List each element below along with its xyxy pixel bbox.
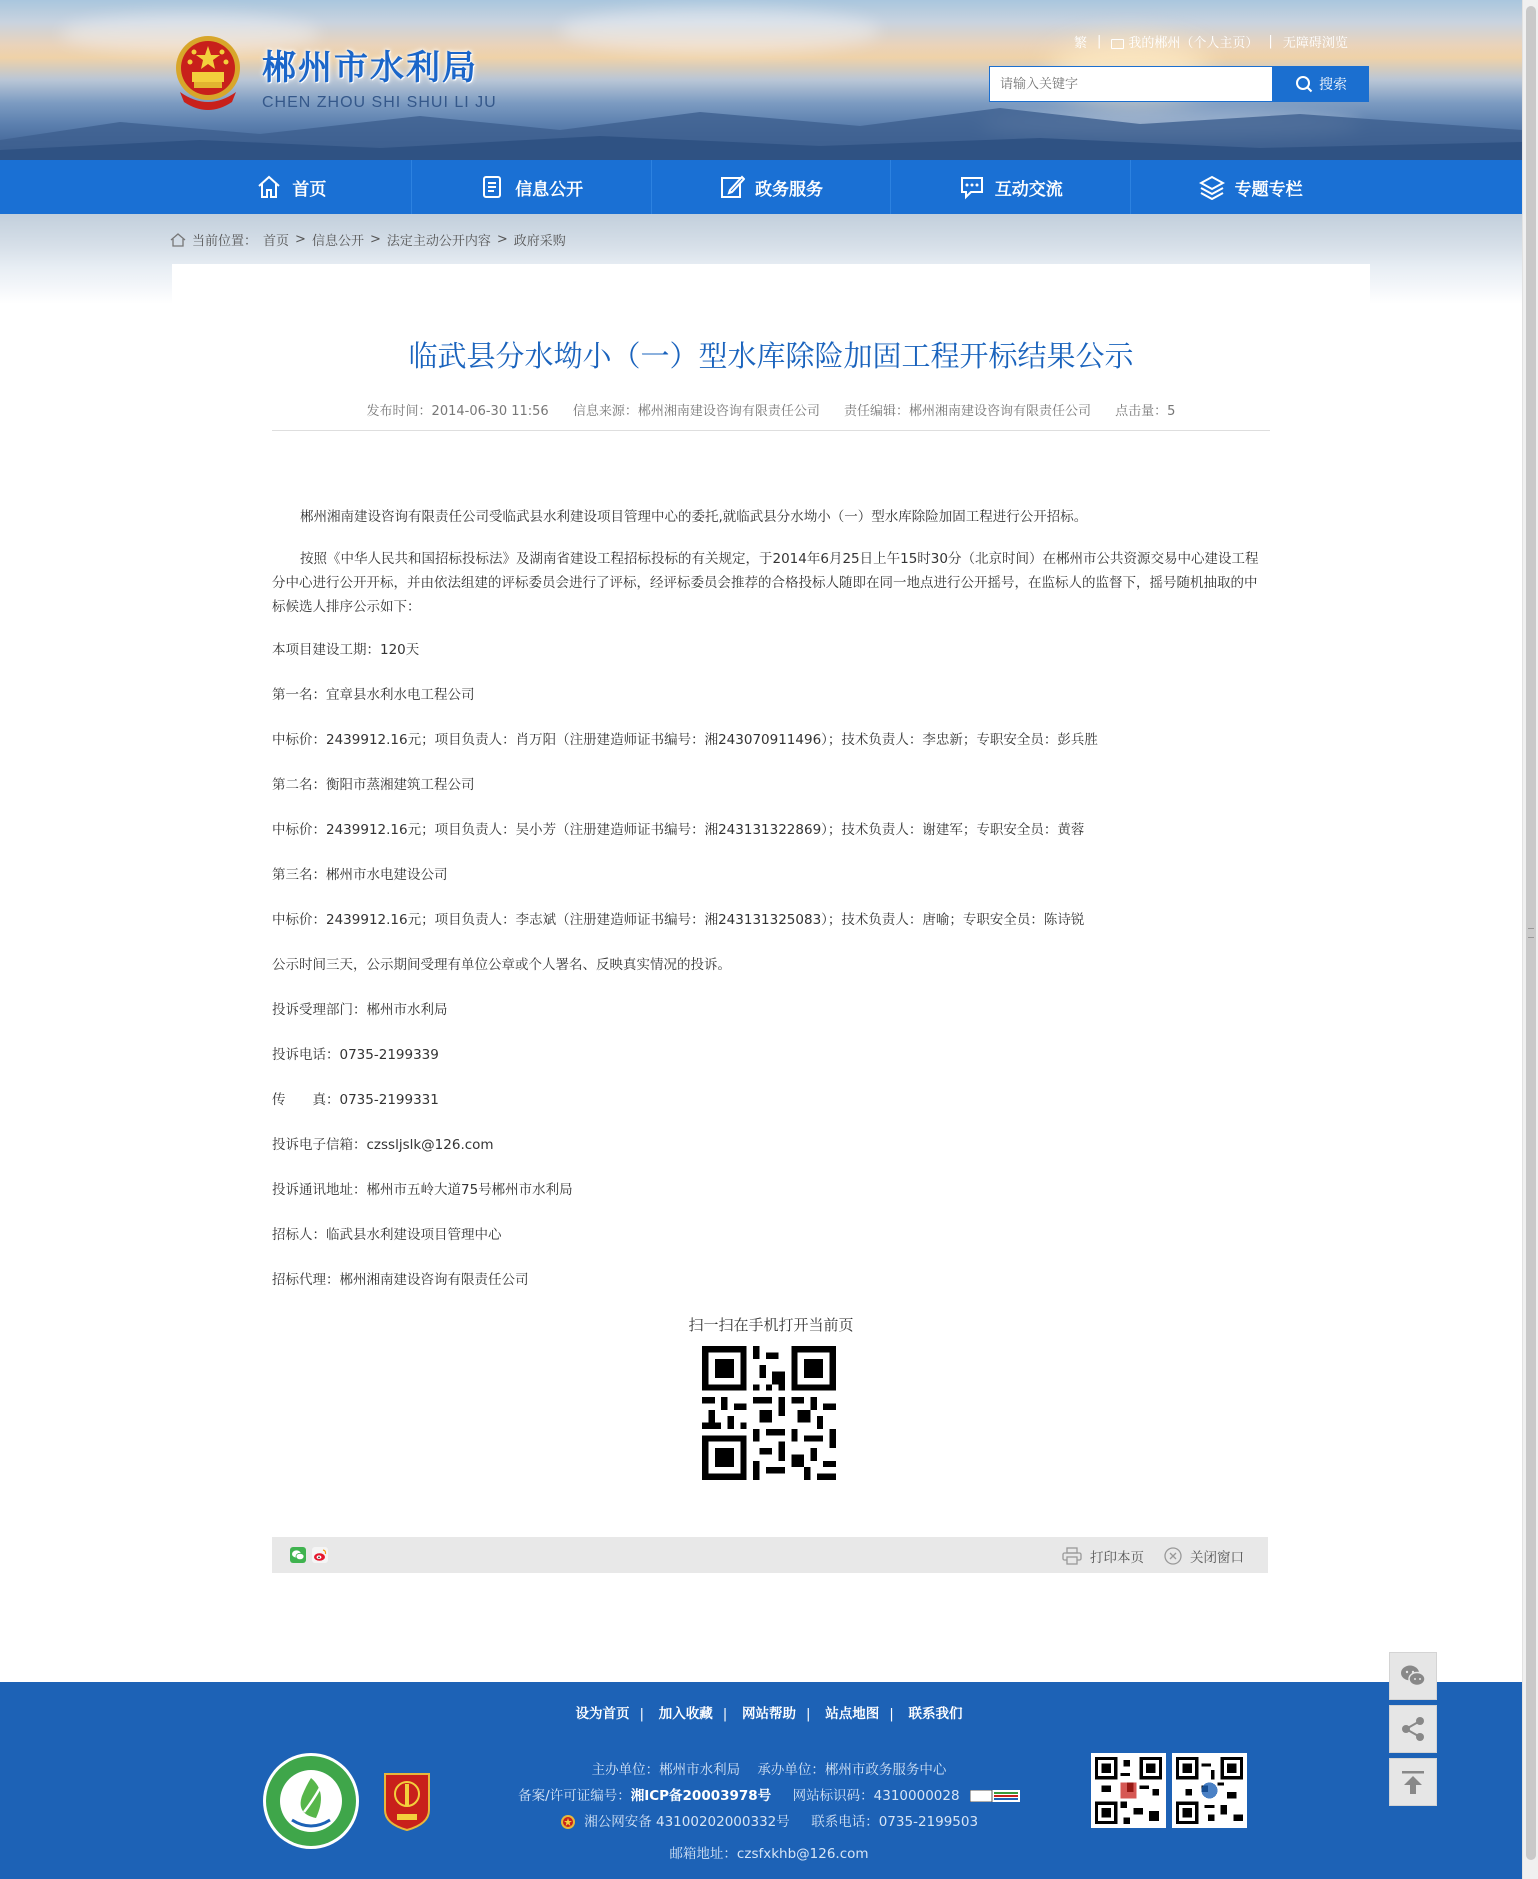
icp-number[interactable]: 湘ICP备20003978号 — [630, 1788, 772, 1804]
close-circle-icon — [1164, 1547, 1182, 1565]
footer-host-line — [0, 1758, 1538, 1778]
paragraph: 传 真：0735-2199331 — [272, 1092, 439, 1108]
footer-organizer: 承办单位：郴州市政务服务中心 — [757, 1762, 947, 1778]
footer-qr-code-app — [1172, 1753, 1247, 1828]
footer-links: 设为首页 | 加入收藏 | 网站帮助 | 站点地图 | 联系我们 — [575, 1706, 963, 1722]
nav-item-info-disclosure[interactable]: 信息公开 — [412, 160, 652, 214]
search-button[interactable]: 搜索 — [1273, 66, 1369, 102]
footer-link-sitemap[interactable]: 站点地图 — [825, 1706, 880, 1722]
top-links: 繁 | 我的郴州（个人主页） | 无障碍浏览 — [1074, 34, 1348, 51]
nav-item-home[interactable]: 首页 — [172, 160, 412, 214]
paragraph: 本项目建设工期：120天 — [272, 642, 420, 658]
national-emblem-icon — [172, 32, 244, 114]
footer-link-contact[interactable]: 联系我们 — [908, 1706, 963, 1722]
page-scrollbar[interactable] — [1522, 0, 1538, 1879]
footer-link-set-homepage[interactable]: 设为首页 — [575, 1706, 630, 1722]
footer-icp-line: 备案/许可证编号：湘ICP备20003978号 网站标识码：4310000028 — [0, 1784, 1538, 1804]
site-identifier: 网站标识码：4310000028 — [792, 1788, 960, 1804]
paragraph: 中标价：2439912.16元；项目负责人：吴小芳（注册建造师证书编号：湘243131322869）；技术负责人：谢建军；专职安全员：黄蓉 — [272, 822, 1085, 838]
wechat-icon — [1398, 1661, 1428, 1691]
weibo-share-icon[interactable] — [312, 1547, 328, 1563]
article-meta — [272, 400, 1270, 419]
site-subtitle: CHEN ZHOU SHI SHUI LI JU — [262, 94, 497, 111]
police-record[interactable]: 湘公网安备 43100202000332号 — [584, 1814, 790, 1830]
ipv6-badge-icon — [970, 1790, 1020, 1802]
nav-item-gov-services[interactable]: 政务服务 — [652, 160, 892, 214]
paragraph: 投诉受理部门：郴州市水利局 — [272, 1002, 448, 1018]
search-icon — [1295, 75, 1313, 93]
close-window-button[interactable]: 关闭窗口 — [1164, 1546, 1244, 1566]
my-chenzhou-link[interactable]: 我的郴州（个人主页） — [1111, 32, 1258, 51]
publish-time: 发布时间：2014-06-30 11:56 — [366, 404, 549, 419]
paragraph: 第二名：衡阳市蒸湘建筑工程公司 — [272, 777, 475, 793]
divider — [272, 430, 1270, 431]
float-back-to-top-button[interactable] — [1389, 1758, 1437, 1806]
paragraph: 投诉通讯地址：郴州市五岭大道75号郴州市水利局 — [272, 1182, 573, 1198]
footer-host: 主办单位：郴州市水利局 — [591, 1762, 741, 1778]
breadcrumb-home[interactable]: 首页 — [263, 234, 290, 249]
info-source: 信息来源：郴州湘南建设咨询有限责任公司 — [572, 404, 820, 419]
main-nav — [0, 160, 1522, 214]
home-icon — [170, 233, 186, 247]
print-page-button[interactable]: 打印本页 — [1062, 1546, 1144, 1566]
responsible-editor: 责任编辑：郴州湘南建设咨询有限责任公司 — [844, 404, 1092, 419]
paragraph: 中标价：2439912.16元；项目负责人：肖万阳（注册建造师证书编号：湘243070911496）；技术负责人：李忠新；专职安全员：彭兵胜 — [272, 732, 1098, 748]
traditional-chinese-link[interactable]: 繁 — [1074, 36, 1088, 51]
search-bar — [989, 66, 1369, 102]
qr-code-icon — [1176, 1757, 1243, 1824]
click-count: 点击量：5 — [1115, 404, 1176, 419]
header-banner — [0, 0, 1522, 160]
home-icon — [256, 174, 282, 200]
printer-icon — [1062, 1547, 1082, 1565]
footer-phone: 联系电话：0735-2199503 — [811, 1814, 979, 1830]
paragraph: 第一名：宜章县水利水电工程公司 — [272, 687, 475, 703]
search-input[interactable] — [989, 66, 1273, 102]
nav-item-interaction[interactable]: 互动交流 — [891, 160, 1131, 214]
site-title[interactable]: 郴州市水利局 — [262, 48, 478, 88]
nav-item-special-topics[interactable]: 专题专栏 — [1131, 160, 1370, 214]
accessibility-link[interactable]: 无障碍浏览 — [1282, 36, 1348, 51]
page-qr-code — [702, 1346, 836, 1480]
footer-link-help[interactable]: 网站帮助 — [742, 1706, 796, 1722]
footer-link-bookmark[interactable]: 加入收藏 — [658, 1706, 713, 1722]
breadcrumb-statutory-content[interactable]: 法定主动公开内容 — [386, 234, 491, 249]
paragraph: 投诉电子信箱：czssljslk@126.com — [272, 1137, 494, 1153]
float-share-button[interactable] — [1389, 1705, 1437, 1753]
wechat-share-icon[interactable] — [290, 1547, 306, 1563]
paragraph: 投诉电话：0735-2199339 — [272, 1047, 439, 1063]
qr-code-icon — [1095, 1757, 1162, 1824]
breadcrumb-gov-procurement[interactable]: 政府采购 — [513, 234, 566, 249]
layers-icon — [1199, 174, 1225, 200]
edit-icon — [719, 174, 745, 200]
police-badge-icon — [560, 1814, 576, 1830]
paragraph: 按照《中华人民共和国招标投标法》及湖南省建设工程招标投标的有关规定，于2014年6月25日上午15时30分（北京时间）在郴州市公共资源交易中心建设工程分中心进行公开开标，并由依法组建的评标委员会进行了评标，经评标委员会推荐的合格投标人随即在同一地点进行公开摇号，在监标人的监督下，摇号随机抽取的中标候选人排序公示如下： — [272, 551, 1259, 615]
qr-caption: 扫一扫在手机打开当前页 — [688, 1316, 854, 1334]
paragraph: 中标价：2439912.16元；项目负责人：李志斌（注册建造师证书编号：湘243131325083）；技术负责人：唐喻；专职安全员：陈诗锐 — [272, 912, 1085, 928]
float-wechat-button[interactable] — [1389, 1652, 1437, 1700]
footer-email: 邮箱地址：czsfxkhb@126.com — [669, 1846, 869, 1862]
paragraph: 第三名：郴州市水电建设公司 — [272, 867, 448, 883]
breadcrumb-info-disclosure[interactable]: 信息公开 — [311, 234, 364, 249]
breadcrumb: 当前位置： 首页 > 信息公开 > 法定主动公开内容 > 政府采购 — [170, 230, 566, 249]
paragraph: 招标代理：郴州湘南建设咨询有限责任公司 — [272, 1272, 529, 1288]
monitor-icon — [1111, 39, 1124, 49]
paragraph: 郴州湘南建设咨询有限责任公司受临武县水利建设项目管理中心的委托,就临武县分水坳小（一）型水库除险加固工程进行公开招标。 — [300, 509, 1088, 525]
share-toolbar — [272, 1537, 1268, 1573]
paragraph: 招标人：临武县水利建设项目管理中心 — [272, 1227, 502, 1243]
footer-police-line — [0, 1810, 1538, 1830]
chat-icon — [959, 174, 985, 200]
paragraph: 公示时间三天，公示期间受理有单位公章或个人署名、反映真实情况的投诉。 — [272, 957, 731, 973]
footer-qr-code-wechat — [1091, 1753, 1166, 1828]
share-icon — [1398, 1714, 1428, 1744]
back-to-top-icon — [1398, 1767, 1428, 1797]
article-title: 临武县分水坳小（一）型水库除险加固工程开标结果公示 — [408, 339, 1134, 373]
document-icon — [479, 174, 505, 200]
